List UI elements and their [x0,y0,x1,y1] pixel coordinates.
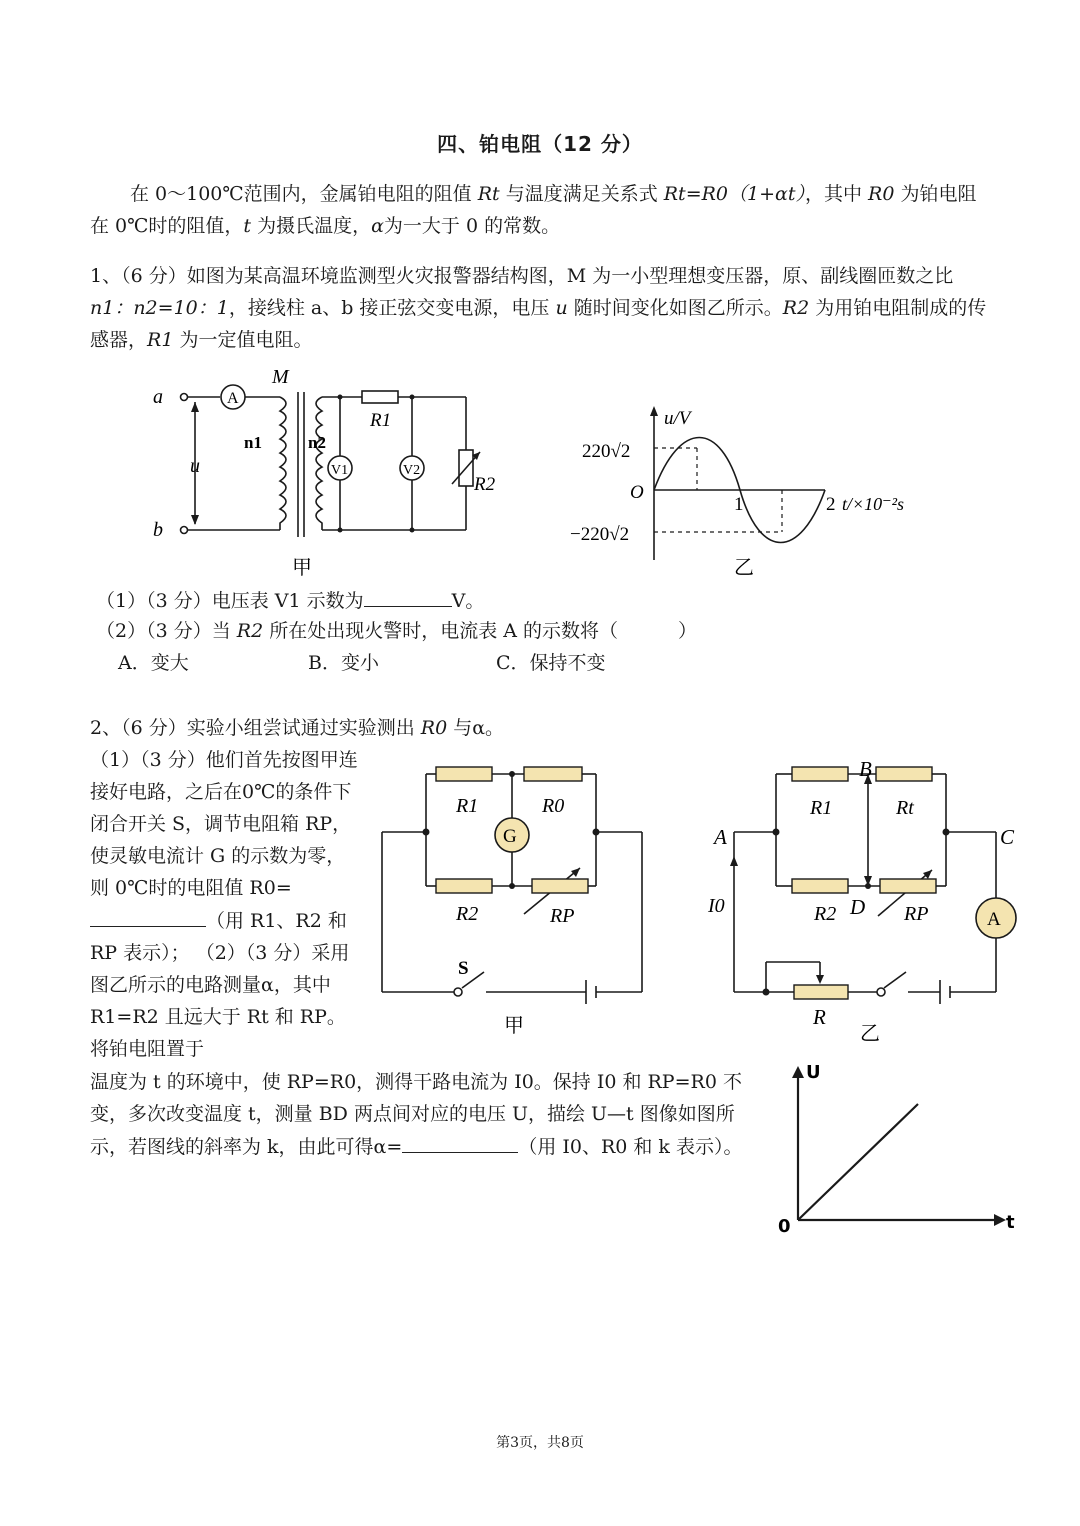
figure-u-t-graph [770,1060,1030,1240]
voltage-u-label: u [190,455,200,477]
q1-text: 随时间变化如图乙所示。 [567,297,783,319]
bridge-r0-label: R0 [542,795,565,817]
symbol-t: t [243,215,252,237]
q2-sub2-text: 温度为 t 的环境中，使 RP=R0，测得干路电流为 I0。保持 I0 和 RP=R0 不变，多次改变温度 t，测量 BD 两点间对应的电压 U，描绘 U—t 图像如图所示，若图线的斜率为 k，由此可得α= [90,1071,742,1158]
symbol-r2: R2 [782,297,810,319]
q2-sub1 [90,744,360,1065]
current-i0-label: I0 [708,895,725,917]
bridge-r1-label: R1 [810,797,833,819]
bridge-r2-label: R2 [814,903,837,925]
origin-label: O [630,482,644,503]
symbol-u: u [555,297,568,319]
origin-label: 0 [778,1216,791,1237]
symbol-r2: R2 [236,620,264,642]
intro-text: 在 0～100℃范围内，金属铂电阻的阻值 [130,183,478,205]
symbol-r0: R0 [420,717,448,739]
intro-text: ，其中 [804,183,869,205]
answer-blank[interactable] [402,1130,518,1153]
resistor-r1-label: R1 [370,410,392,431]
voltmeter-v1-label: V1 [331,463,349,478]
x-tick-2: 2 [826,494,836,515]
q1-sub2-text: （2）（3 分）当 [96,620,237,642]
terminal-a-label: a [153,386,163,408]
figure-caption-jia: 甲 [292,557,312,579]
q2-sub1-text: （1）（3 分）他们首先按图甲连接好电路，之后在0℃的条件下闭合开关 S，调节电阻箱 RP，使灵敏电流计 G 的示数为零，则 0℃时的电阻值 R0= [90,749,358,899]
figure-caption-jia: 甲 [504,1015,524,1037]
x-tick-1: 1 [734,494,744,515]
x-axis-label: t/×10⁻²s [842,494,905,514]
intro-text: 为铂电阻在 0℃时的阻值， [90,183,977,237]
q1-sub1-text: V。 [451,590,485,612]
q2-sub2 [90,1066,750,1163]
option-b[interactable]: B．变小 [308,652,379,674]
q2-sub2-text: （用 I0、R0 和 k 表示）。 [518,1136,743,1158]
resistor-r2-label: R2 [474,474,496,495]
intro-text: 与温度满足关系式 [499,183,664,205]
terminal-b-label: b [153,519,163,541]
y-max-label: 220√2 [582,441,631,462]
rheostat-r-label: R [813,1005,826,1029]
answer-blank[interactable] [364,584,452,607]
symbol-alpha: α [371,215,384,237]
node-b-label: B [859,757,872,781]
bridge-rt-label: Rt [896,797,914,819]
question-1-stem [90,260,995,356]
q1-text: 为一定值电阻。 [173,329,313,351]
figure-caption-yi: 乙 [734,557,754,579]
q1-sub2 [96,615,697,647]
q1-sub2-text: ） [678,620,698,642]
n1-label: n1 [244,433,262,452]
q1-text: 为用铂电阻制成的传感器， [90,297,987,351]
figure-bridge-yi [700,756,1030,1056]
switch-s-label: S [458,958,469,979]
u-axis-label: U [806,1062,821,1083]
bridge-r1-label: R1 [456,795,479,817]
y-min-label: −220√2 [570,524,630,545]
bridge-rp-label: RP [550,905,575,927]
node-c-label: C [1000,825,1015,849]
question-2-stem [90,712,504,744]
q2-sub2-text: （2）（3 分）采用图乙所示的电路测量α，其中 R1=R2 且远大于 Rt 和 RP。将铂电阻置于 [90,942,350,1060]
t-axis-label: t [1006,1212,1015,1233]
intro-paragraph [90,178,995,242]
node-a-label: A [714,825,727,849]
option-c[interactable]: C．保持不变 [496,652,606,674]
n2-label: n2 [308,433,326,452]
y-axis-label: u/V [664,408,691,429]
intro-text: 为摄氏温度， [251,215,372,237]
figure-transformer-circuit [140,362,520,582]
q2-text: 2、（6 分）实验小组尝试通过实验测出 [90,717,421,739]
symbol-r0: R0 [868,183,895,205]
voltmeter-v2-label: V2 [403,463,421,478]
galvanometer-label: G [503,826,517,847]
section-title: 四、铂电阻（12 分） [437,132,643,156]
option-a[interactable]: A．变大 [118,652,189,674]
figure-sine-graph [570,400,930,580]
q1-sub1-text: （1）（3 分）电压表 V1 示数为 [96,590,364,612]
page-footer: 第3页，共8页 [496,1435,584,1451]
q2-sub1-text: （用 R1、R2 和 RP 表示）； [90,910,347,964]
q1-sub2-text: 所在处出现火警时，电流表 A 的示数将（ [263,620,619,642]
bridge-rp-label: RP [904,903,929,925]
q1-text: ，接线柱 a、b 接正弦交变电源，电压 [228,297,556,319]
formula: Rt=R0（1+αt） [663,183,805,205]
q1-sub1 [96,584,484,617]
ammeter-label: A [987,909,1001,930]
symbol-r1: R1 [147,329,174,351]
turns-ratio: n1：n2=10：1 [90,297,229,319]
intro-text: 为一大于 0 的常数。 [383,215,561,237]
answer-blank[interactable] [90,904,206,927]
ammeter-label: A [227,390,239,407]
bridge-r2-label: R2 [456,903,479,925]
q1-text: 1、（6 分）如图为某高温环境监测型火灾报警器结构图，M 为一小型理想变压器，原、副线圈匝数之比 [90,265,954,287]
figure-bridge-jia [374,756,664,1046]
q2-text: 与α。 [447,717,505,739]
transformer-m-label: M [272,366,289,388]
figure-caption-yi: 乙 [860,1023,880,1045]
node-d-label: D [850,895,866,919]
symbol-rt: Rt [477,183,500,205]
